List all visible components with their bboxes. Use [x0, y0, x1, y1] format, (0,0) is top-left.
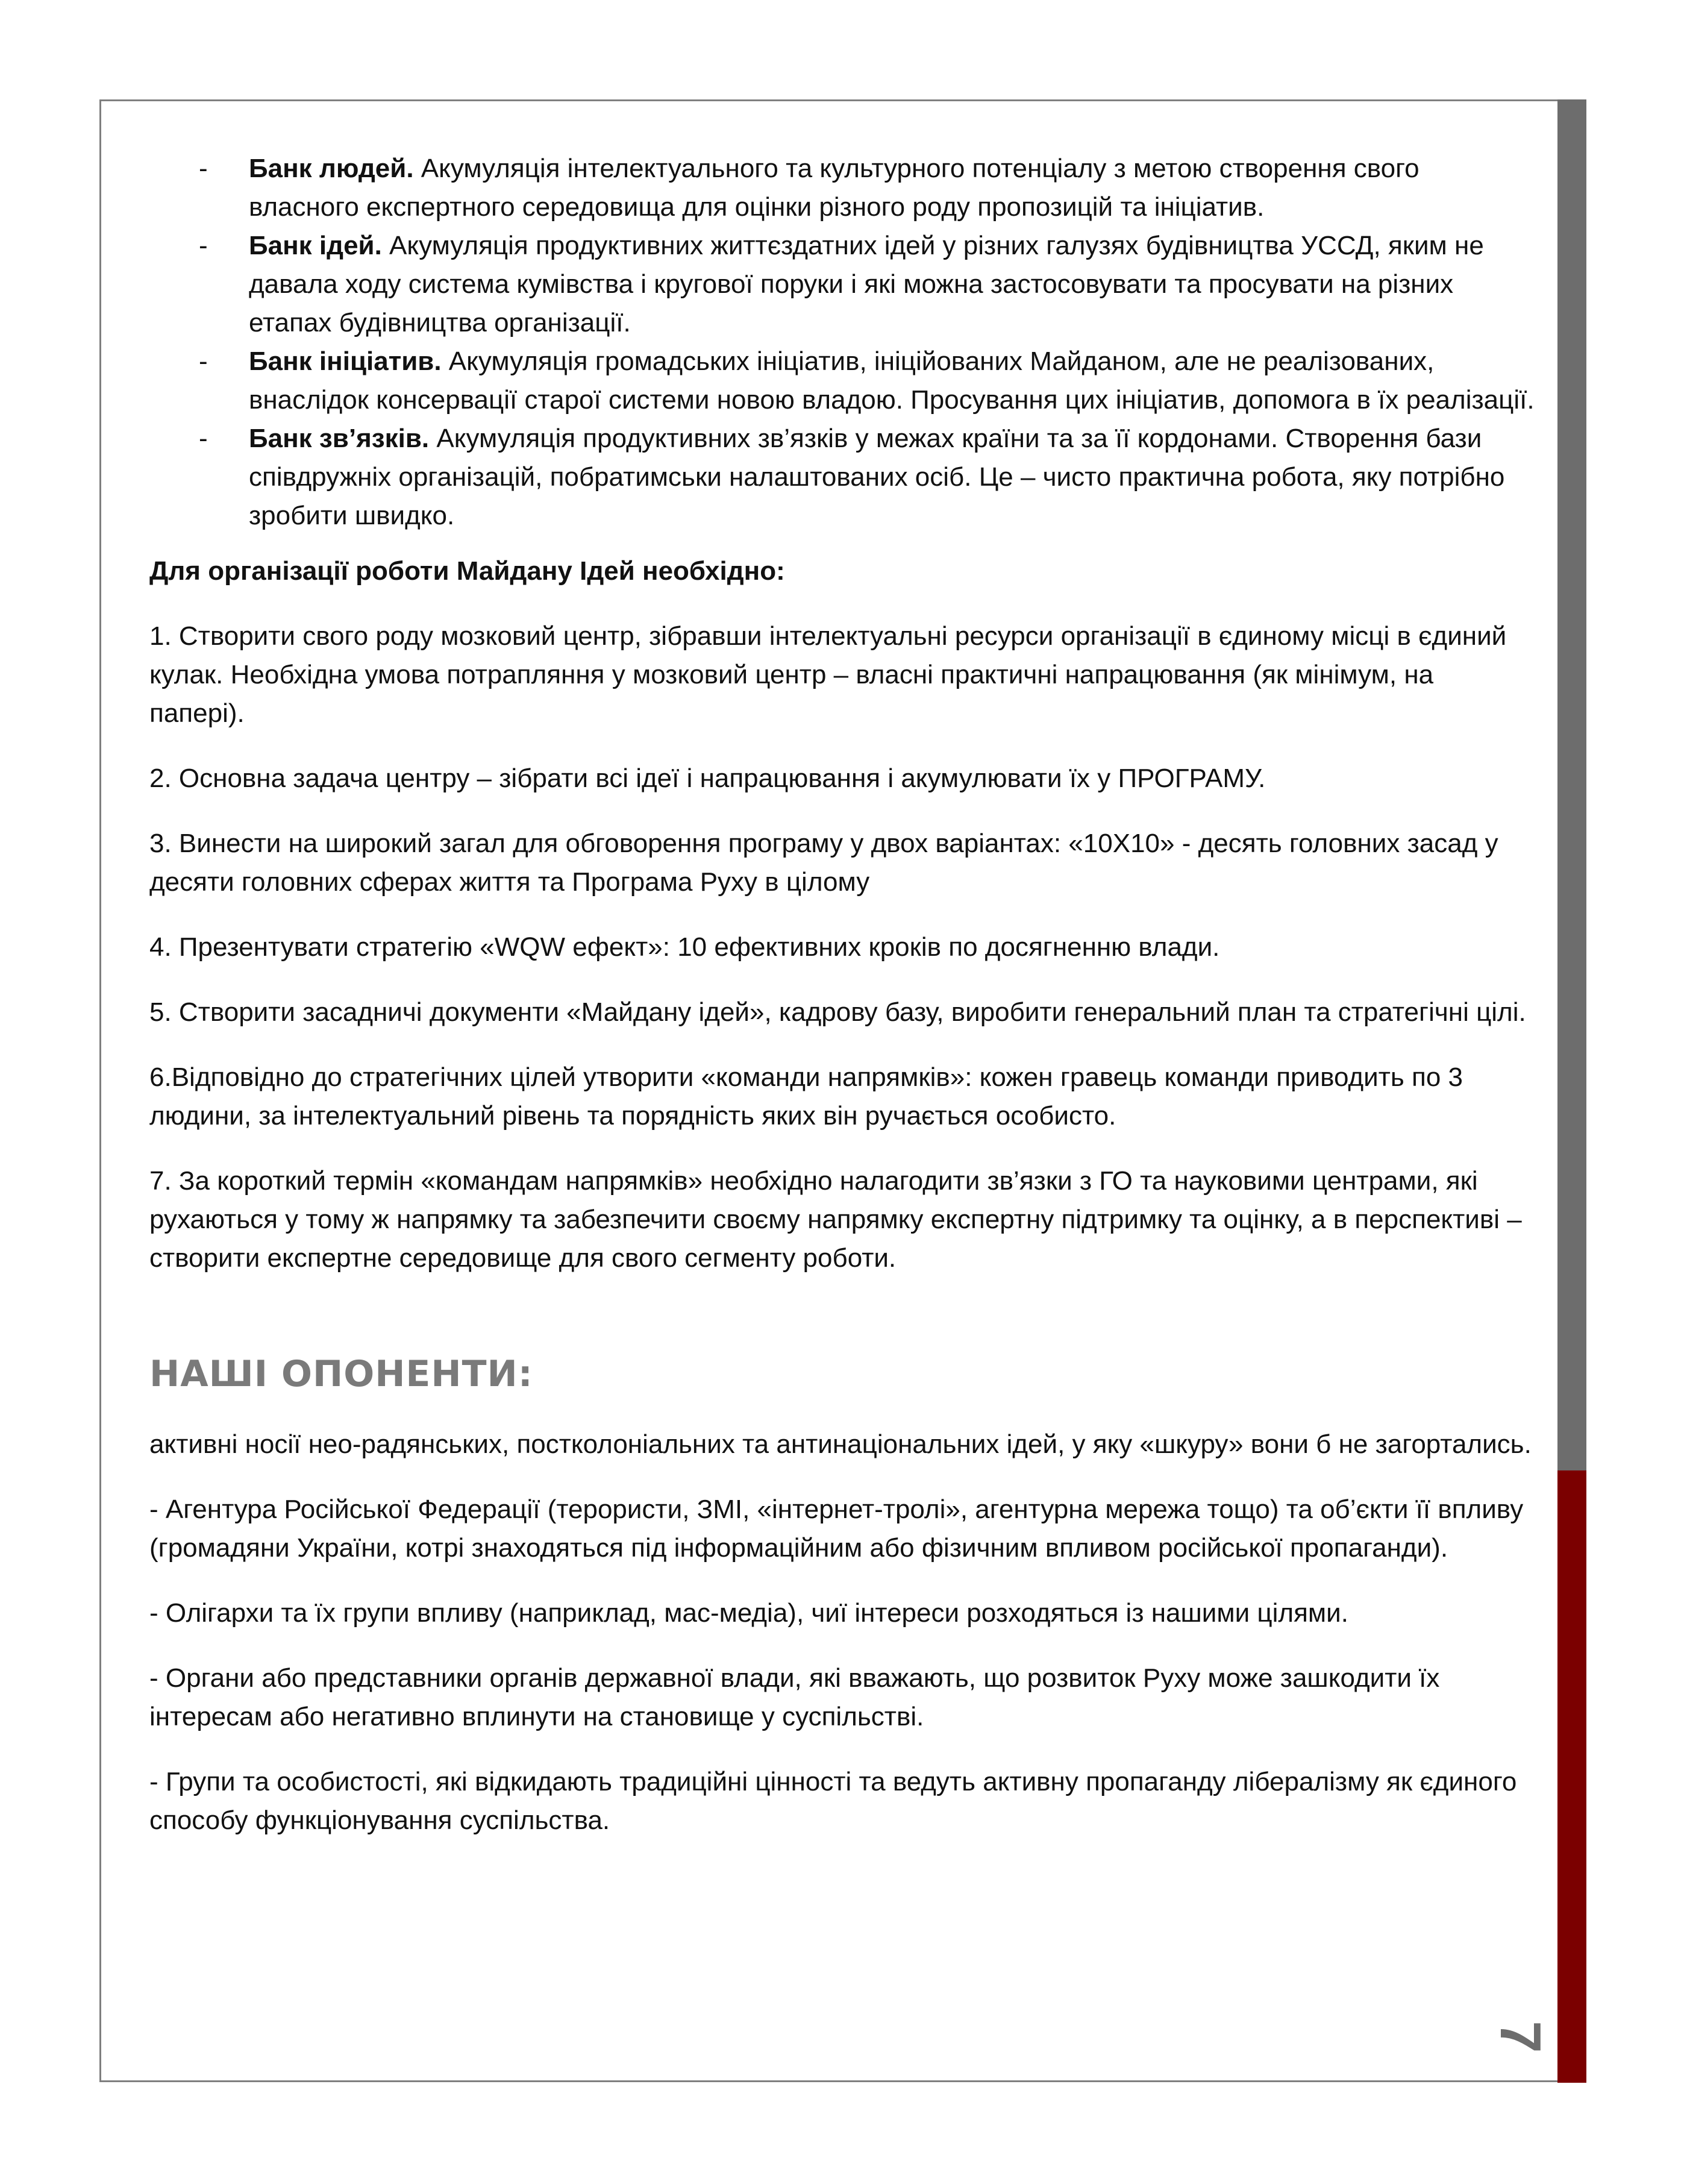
step-paragraph: 1. Створити свого роду мозковий центр, зібравши інтелектуальні ресурси організації в єдиному місці в єдиний кулак. Необхідна умова потрапляння у мозковий центр – власні практичні напрацювання (як мінімум, на папері). [149, 621, 1507, 728]
bullet-text: Акумуляція продуктивних зв’язків у межах країни та за її кордонами. Створення бази співдружніх організацій, побратимськи налаштованих осіб. Це – чисто практична робота, яку потрібно зробити швидко. [249, 424, 1505, 530]
bullet-dash: - [199, 347, 208, 376]
step-paragraph: 4. Презентувати стратегію «WQW ефект»: 10 ефективних кроків по досягненню влади. [149, 932, 1220, 962]
opponents-title: НАШІ ОПОНЕНТИ: [149, 1353, 533, 1395]
bank-bullet-list [149, 149, 1535, 535]
bullet-text: Акумуляція громадських ініціатив, ініційованих Майданом, але не реалізованих, внаслідок консервації старої системи новою владою. Просування цих ініціатив, допомога в їх реалізації. [249, 347, 1535, 415]
step-paragraph: 5. Створити засадничі документи «Майдану ідей», кадрову базу, виробити генеральний план та стратегічні цілі. [149, 997, 1526, 1027]
side-bar-gray [1557, 99, 1586, 1470]
page-number: 7 [1488, 2021, 1553, 2053]
opponent-item: - Групи та особистості, які відкидають традиційні цінності та ведуть активну пропаганду лібералізму як єдиного способу функціонування суспільства. [149, 1766, 1517, 1835]
opponent-item: - Олігархи та їх групи впливу (наприклад, мас-медіа), чиї інтереси розходяться із нашими цілями. [149, 1598, 1348, 1628]
bullet-item [149, 149, 1535, 227]
opponents-intro: активні носії нео-радянських, постколоніальних та антинаціональних ідей, у яку «шкуру» вони б не загортались. [149, 1429, 1532, 1459]
bullet-item [149, 227, 1535, 342]
step-paragraph: 2. Основна задача центру – зібрати всі ідеї і напрацювання і акумулювати їх у ПРОГРАМУ. [149, 764, 1266, 793]
bullet-item [149, 342, 1535, 419]
bullet-text: Акумуляція продуктивних життєздатних ідей у різних галузях будівництва УССД, яким не давала ходу система кумівства і кругової поруки і які можна застосовувати та просувати на різних етапах будівництва організації. [249, 231, 1484, 337]
opponent-item: - Органи або представники органів державної влади, які вважають, що розвиток Руху може зашкодити їх інтересам або негативно вплинути на становище у суспільстві. [149, 1663, 1440, 1731]
step-paragraph: 6.Відповідно до стратегічних цілей утворити «команди напрямків»: кожен гравець команди приводить по 3 людини, за інтелектуальний рівень та порядність яких він ручається особисто. [149, 1062, 1463, 1131]
bullet-text: Акумуляція інтелектуального та культурного потенціалу з метою створення свого власного експертного середовища для оцінки різного роду пропозицій та ініціатив. [249, 154, 1419, 222]
bullet-item [149, 419, 1535, 535]
step-paragraph: 7. За короткий термін «командам напрямків» необхідно налагодити зв’язки з ГО та науковими центрами, які рухаються у тому ж напрямку та забезпечити своєму напрямку експертну підтримку та оцінку, а в перспективі – створити експертне середовище для свого сегменту роботи. [149, 1166, 1522, 1273]
step-paragraph: 3. Винести на широкий загал для обговорення програму у двох варіантах: «10Х10» - десять головних засад у десяти головних сферах життя та Програма Руху в цілому [149, 829, 1498, 897]
side-bar-red [1557, 1470, 1586, 2083]
bullet-term: Банк ідей. [249, 231, 382, 260]
bullet-term: Банк зв’язків. [249, 424, 430, 453]
bullet-term: Банк ініціатив. [249, 347, 442, 376]
bullet-dash: - [199, 154, 208, 183]
bullet-term: Банк людей. [249, 154, 414, 183]
bullet-dash: - [199, 424, 208, 453]
opponent-item: - Агентура Російської Федерації (терористи, ЗМІ, «інтернет-тролі», агентурна мережа тощо) та об’єкти її впливу (громадяни України, котрі знаходяться під інформаційним або фізичним впливом російської пропаганди). [149, 1494, 1524, 1563]
organization-heading: Для організації роботи Майдану Ідей необхідно: [149, 556, 785, 586]
bullet-dash: - [199, 231, 208, 260]
page-content [149, 149, 1535, 1840]
